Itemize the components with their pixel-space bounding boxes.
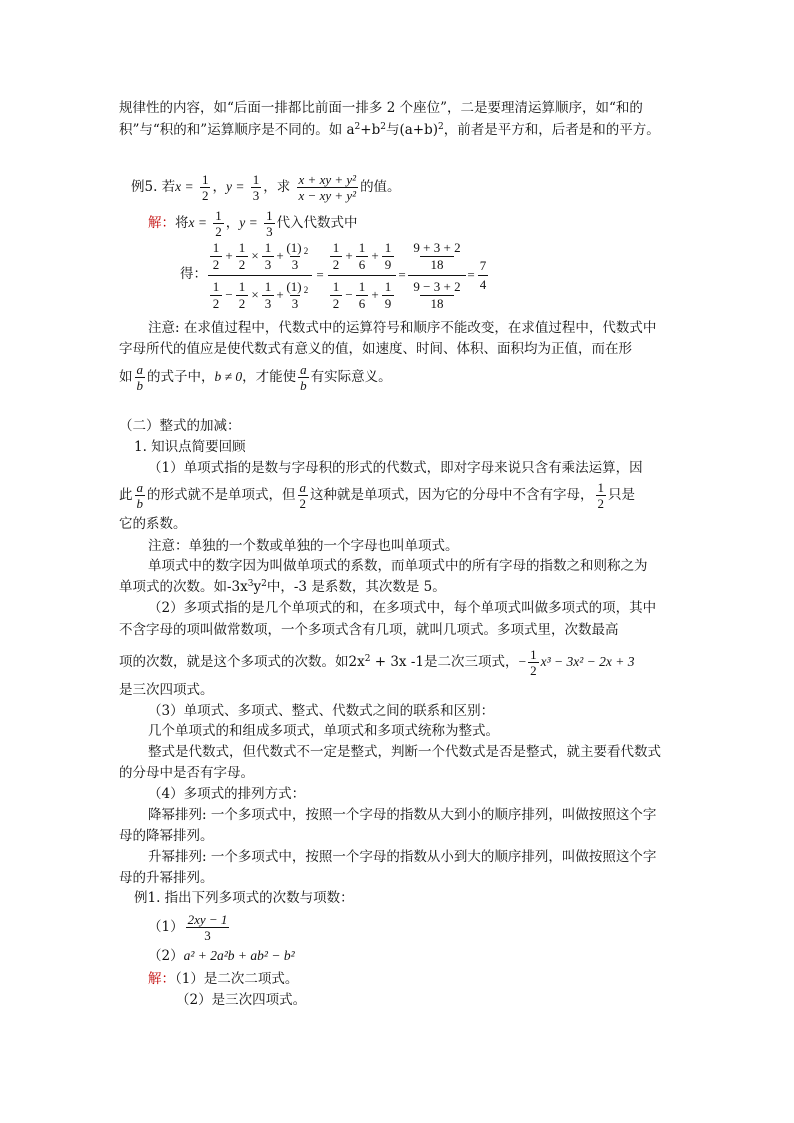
example-1-title: 例1. 指出下列多项式的次数与项数：	[134, 890, 354, 906]
text-line: 积”与“积的和”运算顺序是不同的。如 $a^2+b^2$与$(a+b)^2$，前者是平方和，后者是和的平方。	[119, 122, 660, 138]
text-line: 母的降幂排列。	[119, 828, 214, 844]
text-line: 几个单项式的和组成多项式，单项式和多项式统称为整式。	[148, 723, 499, 739]
section-title: （二）整式的加减：	[119, 418, 241, 434]
text-line: 项的次数，就是这个多项式的次数。如$2x^2 + 3x$ -1是二次三项式，− $\frac{1}{2}$ x³ − 3x² − 2x + 3	[119, 647, 635, 678]
example-1-answer: 解：（1）是二次二项式。	[148, 971, 299, 987]
example-5-question: 例5. 若x = $\frac{1}{2}$ ，y = $\frac{1}{3}$ ，求 $\frac{\text{x + xy + y²}}{\text{x − xy + y²}}$ 的值。	[131, 172, 401, 203]
text-line: （1）单项式指的是数与字母积的形式的代数式，即对字母来说只含有乘法运算，因	[148, 460, 643, 476]
text-line: 的分母中是否有字母。	[119, 765, 254, 781]
text-line: 它的系数。	[119, 516, 187, 532]
note-line: 注意: 在求值过程中，代数式中的运算符号和顺序不能改变，在求值过程中，代数式中	[148, 320, 657, 336]
text-line: 降幂排列: 一个多项式中，按照一个字母的指数从大到小的顺序排列，叫做按照这个字	[148, 807, 657, 823]
text-line: （4）多项式的排列方式：	[148, 786, 306, 802]
text-line: 升幂排列: 一个多项式中，按照一个字母的指数从小到大的顺序排列，叫做按照这个字	[148, 849, 657, 865]
example-1-q2: （2）a² + 2a²b + ab² − b²	[148, 948, 295, 964]
text-line: 规律性的内容，如“后面一排都比前面一排多 2 个座位”，二是要理清运算顺序，如“和的	[119, 100, 643, 116]
text-line: 整式是代数式，但代数式不一定是整式，判断一个代数式是否是整式，就主要看代数式	[148, 744, 661, 760]
text-line: 单项式中的数字因为叫做单项式的系数，而单项式中的所有字母的指数之和则称之为	[148, 558, 648, 574]
expression-fraction: $\frac{\text{x + xy + y²}}{\text{x − xy + y²}}$	[298, 172, 357, 203]
fraction-one-third: $\frac{1}{3}$	[252, 172, 260, 203]
note-line: 如 $\frac{a}{b}$ 的式子中，b ≠ 0，才能使 $\frac{a}{b}$ 有实际意义。	[119, 362, 392, 393]
text-line: （3）单项式、多项式、整式、代数式之间的联系和区别：	[148, 703, 495, 719]
text-line: 母的升幂排列。	[119, 870, 214, 886]
document-page: 规律性的内容，如“后面一排都比前面一排多 2 个座位”，二是要理清运算顺序，如“和的 积”与“积的和”运算顺序是不同的。如 $a^2+b^2$与$(a+b)^2$，前者是平方和，后者是和的平方。 例5. 若x = $\frac{1}{2}$ ，y = $\frac{1}{3}$ ，求 $\frac{\text{x + xy + y²}}{\text{x − xy + y²}}$ 的值。 解：将x = $\frac{1}{2}$ ，y = $\frac{1}{3}$ 代入代数式中 得： 1 2 + 1 2 × 1 3 + (1) 3 2 1 2 − 1 2 × 1 3 + (1) 3 2 = 1 2 + 1 6 + 1 9 1 2 − 1 6 + 1 9 = 9 + 3 + 2 18 9 − 3 + 2 18 = 7 4 注意: 在求值过程中，代数式中的运算符号和顺序不能改变，在求值过程中，代数式中 字母所代的值应是使代数式有意义的值，如速度、时间、体积、面积均为正值，而在形 如 $\frac{a}{b}$ 的式子中，b ≠ 0，才能使 $\frac{a}{b}$ 有实际意义。 （二）整式的加减： 1. 知识点简要回顾 （1）单项式指的是数与字母积的形式的代数式，即对字母来说只含有乘法运算，因 此 $\frac{a}{b}$ 的形式就不是单项式，但 $\frac{a}{2}$ 这种就是单项式，因为它的分母中不含有字母， $\frac{1}{2}$ 只是 它的系数。 注意：单独的一个数或单独的一个字母也叫单项式。 单项式中的数字因为叫做单项式的系数，而单项式中的所有字母的指数之和则称之为 单项式的次数。如$-3x^3y^2$中，-3 是系数，其次数是 5。 （2）多项式指的是几个单项式的和，在多项式中，每个单项式叫做多项式的项，其中 不含字母的项叫做常数项，一个多项式含有几项，就叫几项式。多项式里，次数最高 项的次数，就是这个多项式的次数。如$2x^2 + 3x$ -1是二次三项式，− $\frac{1}{2}$ x³ − 3x² − 2x + 3 是三次四项式。 （3）单项式、多项式、整式、代数式之间的联系和区别： 几个单项式的和组成多项式，单项式和多项式统称为整式。 整式是代数式，但代数式不一定是整式，判断一个代数式是否是整式，就主要看代数式 的分母中是否有字母。 （4）多项式的排列方式： 降幂排列: 一个多项式中，按照一个字母的指数从大到小的顺序排列，叫做按照这个字 母的降幂排列。 升幂排列: 一个多项式中，按照一个字母的指数从小到大的顺序排列，叫做按照这个字 母的升幂排列。 例1. 指出下列多项式的次数与项数： （1） $\frac{2xy - 1}{3}$ （2）a² + 2a²b + ab² − b² 解：（1）是二次二项式。 （2）是三次四项式。	[119, 100, 661, 1008]
text-line: 不含字母的项叫做常数项，一个多项式含有几项，就叫几项式。多项式里，次数最高	[119, 622, 619, 638]
subsection-title: 1. 知识点简要回顾	[134, 439, 246, 455]
text-line: 此 $\frac{a}{b}$ 的形式就不是单项式，但 $\frac{a}{2}$ 这种就是单项式，因为它的分母中不含有字母， $\frac{1}{2}$ 只是	[119, 480, 635, 511]
note-line: 字母所代的值应是使代数式有意义的值，如速度、时间、体积、面积均为正值，而在形	[119, 341, 632, 357]
text-line: 是三次四项式。	[119, 682, 214, 698]
text-line: 单项式的次数。如$-3x^3y^2$中，-3 是系数，其次数是 5。	[119, 579, 446, 595]
fraction-one-half: $\frac{1}{2}$	[201, 172, 209, 203]
de-label: 得：	[180, 266, 207, 282]
example-1-q1: （1） $\frac{2xy - 1}{3}$	[148, 912, 228, 943]
text-line: （2）多项式指的是几个单项式的和，在多项式中，每个单项式叫做多项式的项，其中	[148, 600, 657, 616]
example-1-answer: （2）是三次四项式。	[176, 992, 307, 1008]
example-5-solution-intro: 解：将x = $\frac{1}{2}$ ，y = $\frac{1}{3}$ 代入代数式中	[148, 208, 358, 239]
note-line: 注意：单独的一个数或单独的一个字母也叫单项式。	[148, 538, 459, 554]
